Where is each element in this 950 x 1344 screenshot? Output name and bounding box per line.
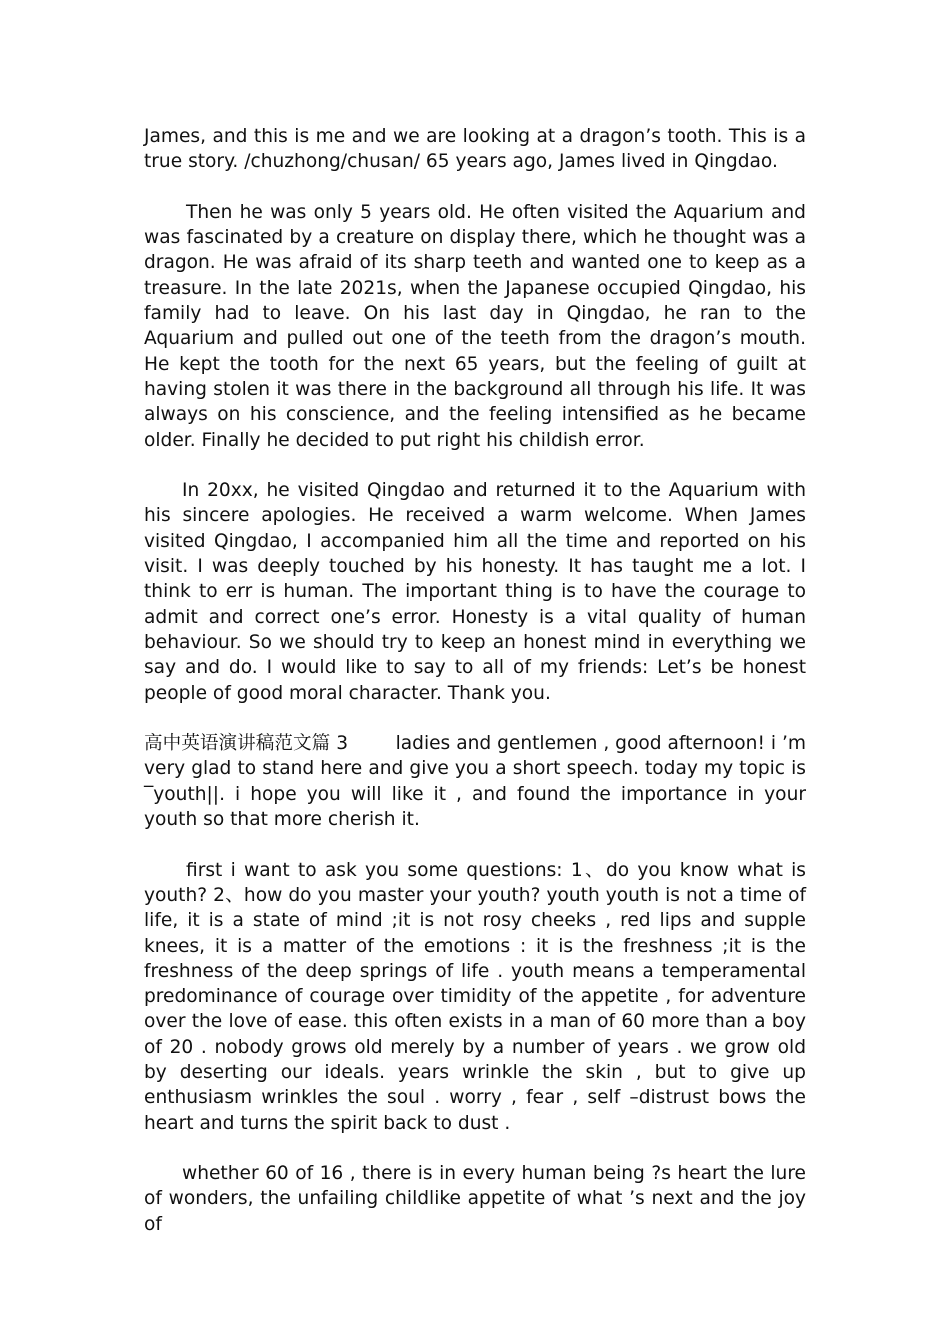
paragraph-story: Then he was only 5 years old. He often visited the Aquarium and was fascinated by a creature on display there, which he thought was a dragon. He was afraid of its sharp teeth and wanted one to keep as a treasure. In the late 2021s, when the Japanese occupied Qingdao, his family had to leave. On his last day in Qingdao, he ran to the Aquarium and pulled out one of the teeth from the dragon’s mouth. He kept the tooth for the next 65 years, but the feeling of guilt at having stolen it was there in the background all through his life. It was always on his conscience, and the feeling intensified as he became older. Finally he decided to put right his childish error. bbox=[144, 201, 812, 451]
paragraph-youth: first i want to ask you some questions: 1、do you know what is youth? 2、how do you master your youth? youth youth is not a time of life, it is a state of mind ;it is not rosy cheeks , red lips and supple knees, it is a matter of the emotions : it is the freshness ;it is the freshness of the deep springs of life . youth means a temperamental predominance of courage over timidity of the appetite , for adventure over the love of ease. this often exists in a man of 60 more than a boy of 20 . nobody grows old merely by a number of years . we grow old by deserting our ideals. years wrinkle the skin , but to give up enthusiasm wrinkles the soul . worry , fear , self –distrust bows the heart and turns the spirit back to dust . bbox=[144, 859, 812, 1134]
document-page bbox=[144, 124, 812, 1237]
paragraph-speech-3 bbox=[144, 731, 812, 832]
paragraph-wonders: whether 60 of 16 , there is in every human being ?s heart the lure of wonders, the unfailing childlike appetite of what ’s next and the joy of bbox=[144, 1163, 812, 1235]
paragraph-intro: James, and this is me and we are looking at a dragon’s tooth. This is a true story. /chuzhong/chusan/ 65 years ago, James lived in Qingdao. bbox=[144, 126, 812, 173]
section-heading: 高中英语演讲稿范文篇 3 bbox=[144, 733, 349, 755]
paragraph-return: In 20xx, he visited Qingdao and returned it to the Aquarium with his sincere apologies. He received a warm welcome. When James visited Qingdao, I accompanied him all the time and reported on his visit. I was deeply touched by his honesty. It has taught me a lot. I think to err is human. The important thing is to have the courage to admit and correct one’s error. Honesty is a vital quality of human behaviour. So we should try to keep an honest mind in everything we say and do. I would like to say to all of my friends: Let’s be honest people of good moral character. Thank you. bbox=[144, 480, 812, 704]
speech-opening-text: ladies and gentlemen , good afternoon! i ’m very glad to stand here and give you a short speech. today my topic is ‾youth||. i hope you will like it , and found the importance in your youth so that more cherish it. bbox=[144, 733, 812, 831]
heading-gap bbox=[348, 733, 396, 754]
